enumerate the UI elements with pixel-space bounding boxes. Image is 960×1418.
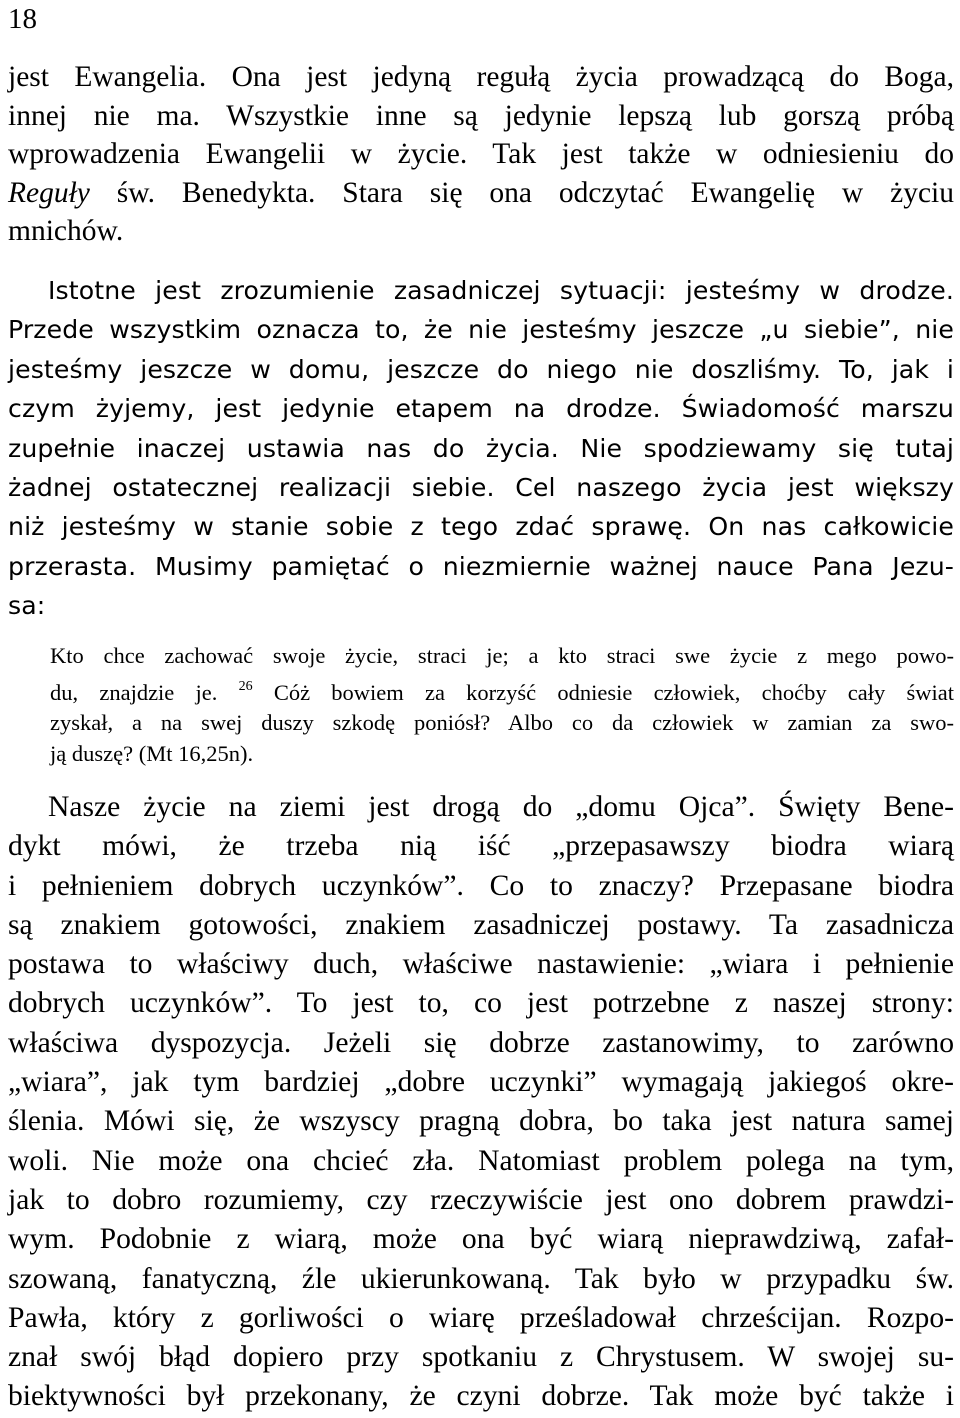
text-line: przerasta. Musimy pamiętać o niezmiernie ważnej nauce Pana Jezu- [8, 551, 954, 581]
text-line: jak to dobro rozumiemy, czy rzeczywiście jest ono dobrem prawdzi- [8, 1183, 954, 1216]
paragraph-1 [8, 58, 954, 251]
text-line: dykt mówi, że trzeba nią iść „przepasawszy biodra wiarą [8, 830, 954, 863]
text-run: Cóż bowiem za korzyść odniesie człowiek, choćby cały świat [252, 679, 954, 705]
block-quote [50, 641, 954, 769]
text-line: innej nie ma. Wszystkie inne są jedynie lepszą lub gorszą próbą [8, 99, 954, 132]
text-line: Pawła, który z gorliwości o wiarę prześladował chrześcijan. Rozpo- [8, 1301, 954, 1334]
text-line [8, 174, 954, 213]
text-line: właściwa dyspozycja. Jeżeli się dobrze zastanowimy, to zarówno [8, 1026, 954, 1059]
text-run: św. Benedykta. Stara się ona odczytać Ewangelię w życiu [89, 176, 954, 209]
text-line: dobrych uczynków”. To jest to, co jest potrzebne z naszej strony: [8, 987, 954, 1020]
paragraph-3 [8, 788, 954, 1417]
text-line: Nasze życie na ziemi jest drogą do „domu Ojca”. Święty Bene- [48, 791, 954, 823]
text-line: zupełnie inaczej ustawia nas do życia. Nie spodziewamy się tutaj [8, 433, 954, 463]
text-line: żadnej ostatecznej realizacji siebie. Cel naszego życia jest większy [8, 473, 954, 503]
text-line: i pełnieniem dobrych uczynków”. Co to znaczy? Przepasane biodra [8, 869, 954, 902]
text-line: niż jesteśmy w stanie sobie z tego zdać sprawę. On nas całkowicie [8, 512, 954, 542]
quote-line [50, 672, 954, 709]
text-line: czym żyjemy, jest jedynie etapem na drodze. Świadomość marszu [8, 394, 954, 424]
text-line: sa: [8, 591, 46, 621]
italic-title: Reguły [8, 176, 90, 209]
paragraph-2 [8, 271, 954, 626]
text-line: wym. Podobnie z wiarą, może ona być wiarą nieprawdziwą, zafał- [8, 1223, 954, 1256]
text-line: „wiara”, jak tym bardziej „dobre uczynki” wymagają jakiegoś okre- [8, 1066, 954, 1099]
text-line: Przede wszystkim oznacza to, że nie jesteśmy jeszcze „u siebie”, nie [8, 315, 954, 345]
text-line: ślenia. Mówi się, że wszyscy pragną dobra, bo taka jest natura samej [8, 1105, 954, 1138]
text-line: wprowadzenia Ewangelii w życie. Tak jest także w odniesieniu do [8, 138, 954, 170]
text-line: szowaną, fanatyczną, źle ukierunkowaną. Tak było w przypadku św. [8, 1262, 954, 1295]
text-line: znał swój błąd dopiero przy spotkaniu z Chrystusem. W swojej su- [8, 1341, 954, 1374]
text-line: Istotne jest zrozumienie zasadniczej sytuacji: jesteśmy w drodze. [48, 276, 954, 305]
text-line: biektywności był przekonany, że czyni dobrze. Tak może być także i [8, 1380, 954, 1413]
text-line: mnichów. [8, 215, 124, 247]
verse-number: 26 [238, 678, 253, 694]
text-line: woli. Nie może ona chcieć zła. Natomiast problem polega na tym, [8, 1144, 954, 1177]
text-line: jesteśmy jeszcze w domu, jeszcze do niego nie doszliśmy. To, jak i [8, 354, 954, 384]
page-number: 18 [8, 3, 37, 35]
quote-line: Kto chce zachować swoje życie, straci je; a kto straci swe życie z mego powo- [50, 643, 954, 668]
quote-line: ją duszę? (Mt 16,25n). [50, 740, 254, 766]
quote-line: zyskał, a na swej duszy szkodę poniósł? Albo co da człowiek w zamian za swo- [50, 710, 954, 735]
text-line: jest Ewangelia. Ona jest jedyną regułą życia prowadzącą do Boga, [8, 61, 954, 93]
text-line: są znakiem gotowości, znakiem zasadniczej postawy. Ta zasadnicza [8, 908, 954, 941]
text-line: postawa to właściwy duch, właściwe nastawienie: „wiara i pełnienie [8, 948, 954, 981]
text-run: du, znajdzie je. [50, 679, 239, 705]
